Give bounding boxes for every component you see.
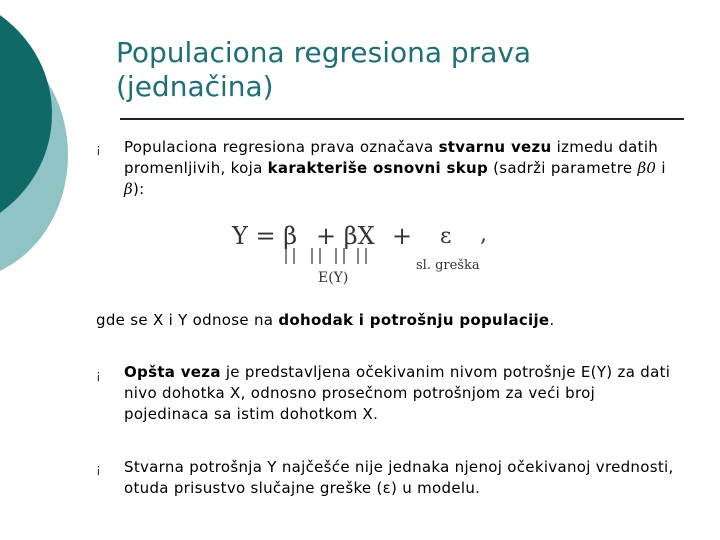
bullet-1-pre: Populaciona regresiona prava označava: [124, 138, 439, 156]
equation-beta-x: + βX: [316, 222, 375, 250]
gde-pre: gde se X i Y odnose na: [96, 311, 279, 329]
gde-text: [96, 310, 696, 331]
bullet-1-post-close: ):: [132, 180, 145, 198]
bullet-3-text: Stvarna potrošnja Y najčešće nije jednaka njenoj očekivanoj vrednosti, otuda prisustvo slučajne greške (ε) u modelu.: [124, 458, 674, 497]
beta-symbol: β: [124, 180, 133, 198]
equation-lhs: Y = β: [232, 222, 298, 250]
bullet-marker-1: ¡: [96, 142, 101, 156]
bullet-marker-2: ¡: [96, 368, 101, 382]
expected-value-label: E(Y): [318, 270, 349, 286]
bullet-1-bold-2: karakteriše osnovni skup: [267, 159, 488, 177]
bullet-1-text: [124, 137, 684, 200]
error-label: sl. greška: [416, 258, 480, 273]
bullet-1-and: i: [656, 159, 666, 177]
title-divider: [120, 118, 684, 120]
bullet-1-bold-1: stvarnu vezu: [438, 138, 552, 156]
equation-underbrace: [282, 246, 372, 266]
bullet-marker-3: ¡: [96, 462, 101, 476]
gde-post: .: [549, 311, 555, 329]
equation-epsilon: ε: [440, 224, 452, 249]
bullet-2-text: [124, 362, 684, 425]
equation-comma: ,: [480, 222, 487, 247]
bullet-1-mid: izmedu datih promenljivih, koja: [124, 138, 659, 177]
bullet-1-post-open: (sadrži parametre: [488, 159, 638, 177]
beta0-symbol: β0: [637, 159, 657, 177]
gde-bold: dohodak i potrošnju populacije: [278, 311, 550, 329]
equation-plus: +: [392, 222, 413, 250]
bullet-2-body: je predstavljena očekivanim nivom potrošnje E(Y) za dati nivo dohotka X, odnosno prosečnom potrošnjom za veći broj pojedinaca sa istim dohotkom X.: [124, 363, 671, 423]
bullet-2-bold: Opšta veza: [124, 363, 221, 381]
slide-title: Populaciona regresiona prava (jednačina): [116, 36, 532, 103]
